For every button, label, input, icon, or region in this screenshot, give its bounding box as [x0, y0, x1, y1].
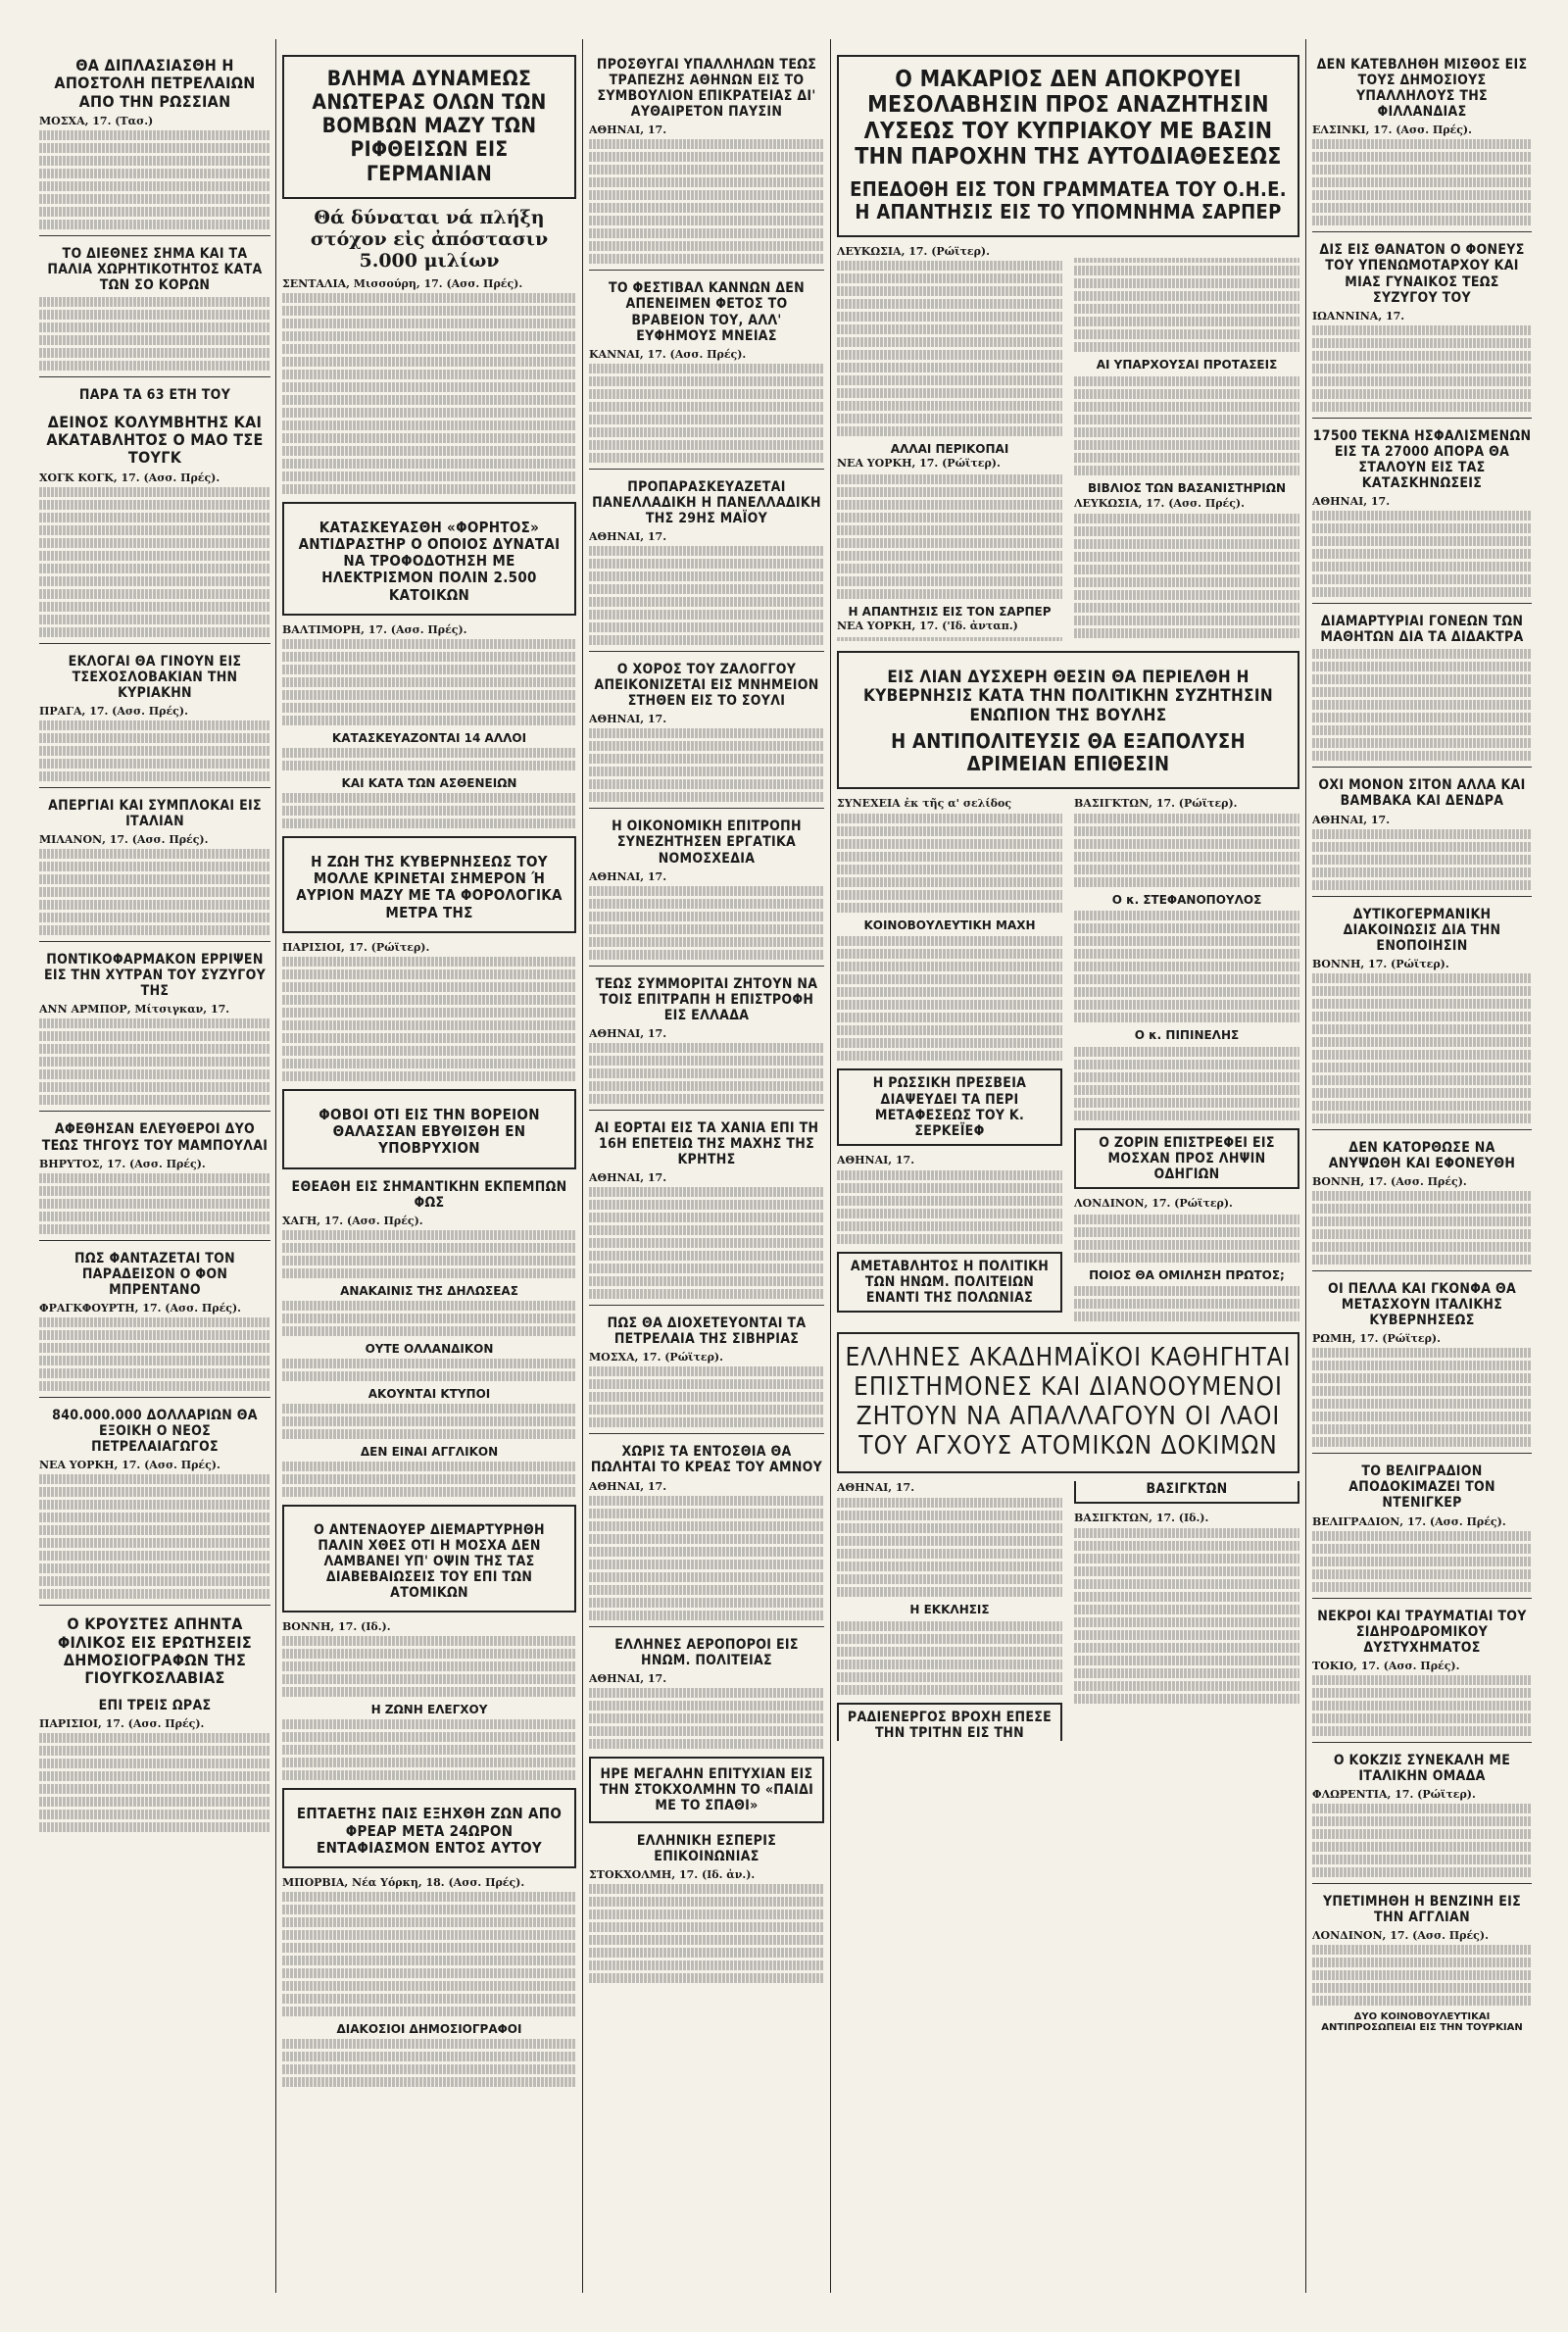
headline: ΔΙΑΜΑΡΤΥΡΙΑΙ ΓΟΝΕΩΝ ΤΩΝ ΜΑΘΗΤΩΝ ΔΙΑ ΤΑ ΔΙΔΑΚΤΡΑ: [1320, 614, 1524, 646]
headline: ΔΕΝ ΚΑΤΕΒΛΗΘΗ ΜΙΣΘΟΣ ΕΙΣ ΤΟΥΣ ΔΗΜΟΣΙΟΥΣ ΥΠΑΛΛΗΛΟΥΣ ΤΗΣ ΦΙΛΛΑΝΔΙΑΣ: [1316, 57, 1528, 121]
article-body: [589, 364, 824, 463]
article-body: [1312, 649, 1532, 761]
dateline: ΦΛΩΡΕΝΤΙΑ, 17. (Ρώϊτερ).: [1312, 1788, 1476, 1801]
headline: ΠΡΟΠΑΡΑΣΚΕΥΑΖΕΤΑΙ ΠΑΝΕΛΛΑΔΙΚΗ Η ΠΑΝΕΛΛΑΔΙΚΗ ΤΗΣ 29ΗΣ ΜΑΪΟΥ: [592, 478, 821, 526]
lead-box: [837, 55, 1299, 237]
article-body: [589, 1688, 824, 1749]
kicker: ΠΑΡΑ ΤΑ 63 ΕΤΗ ΤΟΥ: [78, 387, 231, 404]
dateline: ΝΕΑ ΥΟΡΚΗ, 17. (Ρώϊτερ).: [837, 457, 1001, 471]
headline: ΤΕΩΣ ΣΥΜΜΟΡΙΤΑΙ ΖΗΤΟΥΝ ΝΑ ΤΟΙΣ ΕΠΙΤΡΑΠΗ Η ΕΠΙΣΤΡΟΦΗ ΕΙΣ ΕΛΛΑΔΑ: [595, 975, 818, 1023]
subhead: ΑΝΑΚΑΙΝΙΣ ΤΗΣ ΔΗΛΩΣΕΑΣ: [340, 1283, 518, 1298]
subhead: Η ΑΝΤΙΠΟΛΙΤΕΥΣΙΣ ΘΑ ΕΞΑΠΟΛΥΣΗ ΔΡΙΜΕΙΑΝ ΕΠΙΘΕΣΙΝ: [891, 728, 1246, 775]
headline: Η ΟΙΚΟΝΟΜΙΚΗ ΕΠΙΤΡΟΠΗ ΣΥΝΕΖΗΤΗΣΕΝ ΕΡΓΑΤΙΚΑ ΝΟΜΟΣΧΕΔΙΑ: [612, 819, 802, 867]
article-body: [282, 639, 576, 725]
dateline: ΕΛΣΙΝΚΙ, 17. (Ασσ. Πρές).: [1312, 124, 1472, 137]
subhead: ΔΙΑΚΟΣΙΟΙ ΔΗΜΟΣΙΟΓΡΑΦΟΙ: [336, 2022, 522, 2037]
headline: ΦΟΒΟΙ ΟΤΙ ΕΙΣ ΤΗΝ ΒΟΡΕΙΟΝ ΘΑΛΑΣΣΑΝ ΕΒΥΘΙΣΘΗ ΕΝ ΥΠΟΒΡΥΧΙΟΝ: [318, 1105, 540, 1158]
headline: ΠΩΣ ΦΑΝΤΑΖΕΤΑΙ ΤΟΝ ΠΑΡΑΔΕΙΣΟΝ Ο ΦΟΝ ΜΠΡΕΝΤΑΝΟ: [74, 1250, 235, 1298]
dateline: ΚΑΝΝΑΙ, 17. (Ασσ. Πρές).: [589, 347, 747, 361]
dateline: ΒΕΛΙΓΡΑΔΙΟΝ, 17. (Ασσ. Πρές).: [1312, 1514, 1506, 1528]
dateline: ΝΕΑ ΥΟΡΚΗ, 17. (Ασσ. Πρές).: [39, 1459, 220, 1472]
subhead: ΔΥΟ ΚΟΙΝΟΒΟΥΛΕΥΤΙΚΑΙ ΑΝΤΙΠΡΟΣΩΠΕΙΑΙ ΕΙΣ ΤΗΝ ΤΟΥΡΚΙΑΝ: [1321, 2011, 1523, 2034]
dateline: ΒΟΝΝΗ, 17. (Ασσ. Πρές).: [1312, 1174, 1467, 1188]
headline: Ο ΚΟΚΖΙΣ ΣΥΝΕΚΑΛΗ ΜΕ ΙΤΑΛΙΚΗΝ ΟΜΑΔΑ: [1333, 1752, 1511, 1784]
column-rule: [830, 39, 831, 2293]
headline: Ο ΜΑΚΑΡΙΟΣ ΔΕΝ ΑΠΟΚΡΟΥΕΙ ΜΕΣΟΛΑΒΗΣΙΝ ΠΡΟΣ ΑΝΑΖΗΤΗΣΙΝ ΛΥΣΕΩΣ ΤΟΥ ΚΥΠΡΙΑΚΟΥ ΜΕ ΒΑΣΙΝ ΤΗΝ ΠΑΡΟΧΗΝ ΤΗΣ ΑΥΤΟΔΙΑΘΕΣΕΩΣ: [855, 67, 1282, 171]
article-body: [39, 130, 270, 229]
headline: ΘΑ ΔΙΠΛΑΣΙΑΣΘΗ Η ΑΠΟΣΤΟΛΗ ΠΕΤΡΕΛΑΙΩΝ ΑΠΟ ΤΗΝ ΡΩΣΣΙΑΝ: [54, 56, 256, 111]
headline: Η ΡΩΣΣΙΚΗ ΠΡΕΣΒΕΙΑ ΔΙΑΨΕΥΔΕΙ ΤΑ ΠΕΡΙ ΜΕΤΑΦΕΣΕΩΣ ΤΟΥ Κ. ΣΕΡΚΕΪΕΦ: [872, 1075, 1027, 1139]
article-body: [282, 1892, 576, 2016]
article-body: [39, 487, 270, 637]
headline: ΧΩΡΙΣ ΤΑ ΕΝΤΟΣΘΙΑ ΘΑ ΠΩΛΗΤΑΙ ΤΟ ΚΡΕΑΣ ΤΟΥ ΑΜΝΟΥ: [590, 1444, 823, 1476]
article-box: [282, 1788, 576, 1868]
column-2: [282, 47, 576, 2292]
headline: ΤΟ ΦΕΣΤΙΒΑΛ ΚΑΝΝΩΝ ΔΕΝ ΑΠΕΝΕΙΜΕΝ ΦΕΤΟΣ ΤΟ ΒΡΑΒΕΙΟΝ ΤΟΥ, ΑΛΛ' ΕΥΦΗΜΟΥΣ ΜΝΕΙΑΣ: [608, 280, 806, 344]
subhead: ΚΑΤΑΣΚΕΥΑΖΟΝΤΑΙ 14 ΑΛΛΟΙ: [331, 730, 527, 745]
article-body: [589, 1366, 824, 1427]
article-body: [282, 1230, 576, 1278]
dateline: ΛΟΝΔΙΝΟΝ, 17. (Ρώϊτερ).: [1074, 1197, 1233, 1211]
dateline: ΛΕΥΚΩΣΙΑ, 17. (Ρώϊτερ).: [837, 244, 990, 258]
article-body: [1312, 1191, 1532, 1265]
dateline: ΜΟΣΧΑ, 17. (Ρώϊτερ).: [589, 1351, 723, 1364]
headline: 17500 ΤΕΚΝΑ ΗΣΦΑΛΙΣΜΕΝΩΝ ΕΙΣ ΤΑ 27000 ΑΠΟΡΑ ΘΑ ΣΤΑΛΟΥΝ ΕΙΣ ΤΑΣ ΚΑΤΑΣΚΗΝΩΣΕΙΣ: [1312, 427, 1532, 492]
article-box: [282, 502, 576, 616]
article-body: [282, 793, 576, 828]
subhead: ΕΘΕΑΘΗ ΕΙΣ ΣΗΜΑΝΤΙΚΗΝ ΕΚΠΕΜΠΩΝ ΦΩΣ: [291, 1178, 567, 1211]
article-body: [39, 1018, 270, 1105]
headline: ΟΙ ΠΕΛΛΑ ΚΑΙ ΓΚΟΝΦΑ ΘΑ ΜΕΤΑΣΧΟΥΝ ΙΤΑΛΙΚΗΣ ΚΥΒΕΡΝΗΣΕΩΣ: [1327, 1280, 1517, 1329]
subhead: ΠΟΙΟΣ ΘΑ ΟΜΙΛΗΣΗ ΠΡΩΤΟΣ;: [1089, 1267, 1285, 1282]
headline: ΠΩΣ ΘΑ ΔΙΟΧΕΤΕΥΟΝΤΑΙ ΤΑ ΠΕΤΡΕΛΑΙΑ ΤΗΣ ΣΙΒΗΡΙΑΣ: [607, 1315, 807, 1348]
article-body: [589, 139, 824, 264]
article-body: [837, 1481, 1299, 1741]
subhead: Ο κ. ΣΤΕΦΑΝΟΠΟΥΛΟΣ: [1111, 892, 1262, 907]
dateline: ΛΕΥΚΩΣΙΑ, 17. (Ασσ. Πρές).: [1074, 496, 1245, 510]
subhead: ΒΙΒΛΙΟΣ ΤΩΝ ΒΑΣΑΝΙΣΤΗΡΙΩΝ: [1087, 480, 1287, 495]
dateline: ΑΘΗΝΑΙ, 17.: [589, 1671, 667, 1685]
headline: Ο ΧΟΡΟΣ ΤΟΥ ΖΑΛΟΓΓΟΥ ΑΠΕΙΚΟΝΙΖΕΤΑΙ ΕΙΣ ΜΝΗΜΕΙΟΝ ΣΤΗΘΕΝ ΕΙΣ ΤΟ ΣΟΥΛΙ: [594, 662, 819, 710]
article-body: [39, 297, 270, 371]
article-body: [282, 957, 576, 1081]
dateline: ΑΘΗΝΑΙ, 17.: [589, 124, 667, 137]
article-body: [39, 1173, 270, 1234]
dateline: ΒΗΡΥΤΟΣ, 17. (Ασσ. Πρές).: [39, 1157, 206, 1170]
article-body: [282, 2039, 576, 2087]
subhead: Η ΑΠΑΝΤΗΣΙΣ ΕΙΣ ΤΟΝ ΣΑΡΠΕΡ: [848, 604, 1052, 619]
article-body: [1312, 139, 1532, 225]
headline: ΑΜΕΤΑΒΛΗΤΟΣ Η ΠΟΛΙΤΙΚΗ ΤΩΝ ΗΝΩΜ. ΠΟΛΙΤΕΙΩΝ ΕΝΑΝΤΙ ΤΗΣ ΠΟΛΩΝΙΑΣ: [850, 1259, 1050, 1307]
headline: Ο ΚΡΟΥΣΤΕΣ ΑΠΗΝΤΑ ΦΙΛΙΚΟΣ ΕΙΣ ΕΡΩΤΗΣΕΙΣ ΔΗΜΟΣΙΟΓΡΑΦΩΝ ΤΗΣ ΓΙΟΥΓΚΟΣΛΑΒΙΑΣ: [58, 1614, 252, 1688]
dateline: ΑΘΗΝΑΙ, 17.: [589, 530, 667, 544]
subhead: Ο κ. ΠΙΠΙΝΕΛΗΣ: [1134, 1028, 1240, 1043]
dateline: ΒΑΛΤΙΜΟΡΗ, 17. (Ασσ. Πρές).: [282, 622, 467, 636]
article-body: [589, 1496, 824, 1620]
article-box: [282, 1089, 576, 1169]
headline: ΕΛΛΗΝΕΣ ΑΕΡΟΠΟΡΟΙ ΕΙΣ ΗΝΩΜ. ΠΟΛΙΤΕΙΑΣ: [614, 1636, 799, 1668]
dateline: ΣΕΝΤΑΛΙΑ, Μισσούρη, 17. (Ασσ. Πρές).: [282, 276, 523, 290]
article-body: [39, 1474, 270, 1599]
column-rule: [582, 39, 583, 2293]
subhead: ΕΠΕΔΟΘΗ ΕΙΣ ΤΟΝ ΓΡΑΜΜΑΤΕΑ ΤΟΥ Ο.Η.Ε. Η ΑΠΑΝΤΗΣΙΣ ΕΙΣ ΤΟ ΥΠΟΜΝΗΜΑ ΣΑΡΠΕΡ: [850, 176, 1287, 223]
headline: ΠΡΟΣΘΥΓΑΙ ΥΠΑΛΛΗΛΩΝ ΤΕΩΣ ΤΡΑΠΕΖΗΣ ΑΘΗΝΩΝ ΕΙΣ ΤΟ ΣΥΜΒΟΥΛΙΟΝ ΕΠΙΚΡΑΤΕΙΑΣ ΔΙ' ΑΥΘΑΙΡΕΤΟΝ ΠΑΥΣΙΝ: [596, 57, 817, 121]
dateline: ΠΑΡΙΣΙΟΙ, 17. (Ασσ. Πρές).: [39, 1716, 205, 1730]
headline: Ο ΖΟΡΙΝ ΕΠΙΣΤΡΕΦΕΙ ΕΙΣ ΜΟΣΧΑΝ ΠΡΟΣ ΛΗΨΙΝ ΟΔΗΓΙΩΝ: [1099, 1135, 1275, 1183]
subhead: ΑΙ ΥΠΑΡΧΟΥΣΑΙ ΠΡΟΤΑΣΕΙΣ: [1096, 358, 1278, 372]
article-body: [282, 1359, 576, 1381]
subhead: ΚΟΙΝΟΒΟΥΛΕΥΤΙΚΗ ΜΑΧΗ: [863, 918, 1036, 932]
article-box: [837, 1332, 1299, 1473]
subhead: ΑΚΟΥΝΤΑΙ ΚΤΥΠΟΙ: [368, 1386, 491, 1401]
article-body: [1312, 1675, 1532, 1736]
headline: ΤΟ ΒΕΛΙΓΡΑΔΙΟΝ ΑΠΟΔΟΚΙΜΑΖΕΙ ΤΟΝ ΝΤΕΝΙΓΚΕΡ: [1348, 1464, 1495, 1512]
dateline: ΑΘΗΝΑΙ, 17.: [589, 713, 667, 726]
article-body: [39, 1317, 270, 1391]
article-body: [282, 1636, 576, 1697]
article-body: [1312, 1531, 1532, 1592]
headline: ΠΟΝΤΙΚΟΦΑΡΜΑΚΟΝ ΕΡΡΙΨΕΝ ΕΙΣ ΤΗΝ ΧΥΤΡΑΝ ΤΟΥ ΣΥΖΥΓΟΥ ΤΗΣ: [43, 952, 267, 1000]
headline: ΤΟ ΔΙΕΘΝΕΣ ΣΗΜΑ ΚΑΙ ΤΑ ΠΑΛΙΑ ΧΩΡΗΤΙΚΟΤΗΤΟΣ ΚΑΤΑ ΤΩΝ ΣΟ ΚΟΡΩΝ: [47, 246, 263, 294]
article-body: [282, 1301, 576, 1336]
article-body: [1312, 1945, 1532, 2006]
article-box: [282, 1505, 576, 1613]
continuation: ΣΥΝΕΧΕΙΑ ἐκ τῆς α' σελίδος: [837, 796, 1012, 810]
dateline: ΑΘΗΝΑΙ, 17.: [589, 1026, 667, 1040]
article-body: [1312, 325, 1532, 412]
dateline: ΛΟΝΔΙΝΟΝ, 17. (Ασσ. Πρές).: [1312, 1929, 1489, 1943]
article-body: [282, 293, 576, 494]
dateline: ΑΘΗΝΑΙ, 17.: [1312, 813, 1391, 826]
dateline: ΜΙΛΑΝΟΝ, 17. (Ασσ. Πρές).: [39, 833, 209, 847]
article-body: [589, 886, 824, 960]
subhead: Η ΖΩΝΗ ΕΛΕΓΧΟΥ: [370, 1703, 488, 1717]
dateline: ΧΟΓΚ ΚΟΓΚ, 17. (Ασσ. Πρές).: [39, 471, 220, 484]
dateline: ΑΘΗΝΑΙ, 17.: [1312, 495, 1391, 509]
headline: ΥΠΕΤΙΜΗΘΗ Η ΒΕΝΖΙΝΗ ΕΙΣ ΤΗΝ ΑΓΓΛΙΑΝ: [1323, 1894, 1521, 1926]
article-box: [589, 1757, 824, 1823]
article-body: [282, 748, 576, 770]
article-body: [1312, 973, 1532, 1123]
article-box: [837, 1252, 1062, 1313]
subhead: ΟΥΤΕ ΟΛΛΑΝΔΙΚΟΝ: [365, 1341, 494, 1356]
column-3: [589, 47, 824, 2292]
subhead: Η ΕΚΚΛΗΣΙΣ: [909, 1603, 990, 1617]
headline: ΑΙ ΕΟΡΤΑΙ ΕΙΣ ΤΑ ΧΑΝΙΑ ΕΠΙ ΤΗ 16Η ΕΠΕΤΕΙΩ ΤΗΣ ΜΑΧΗΣ ΤΗΣ ΚΡΗΤΗΣ: [594, 1119, 819, 1168]
headline: ΔΕΝ ΚΑΤΟΡΘΩΣΕ ΝΑ ΑΝΥΨΩΘΗ ΚΑΙ ΕΦΟΝΕΥΘΗ: [1328, 1139, 1516, 1171]
headline: ΕΠΤΑΕΤΗΣ ΠΑΙΣ ΕΞΗΧΘΗ ΖΩΝ ΑΠΟ ΦΡΕΑΡ ΜΕΤΑ 24ΩΡΟΝ ΕΝΤΑΦΙΑΣΜΟΝ ΕΝΤΟΣ ΑΥΤΟΥ: [296, 1805, 563, 1857]
dateline: ΑΘΗΝΑΙ, 17.: [837, 1153, 915, 1166]
article-box: [1074, 1128, 1299, 1189]
headline: ΗΡΕ ΜΕΓΑΛΗΝ ΕΠΙΤΥΧΙΑΝ ΕΙΣ ΤΗΝ ΣΤΟΚΧΟΛΜΗΝ ΤΟ «ΠΑΙΔΙ ΜΕ ΤΟ ΣΠΑΘΙ»: [599, 1765, 814, 1813]
dateline: ΑΘΗΝΑΙ, 17.: [589, 1479, 667, 1493]
dateline: ΑΝΝ ΑΡΜΠΟΡ, Μίτσιγκαν, 17.: [39, 1003, 230, 1017]
subhead: ΑΛΛΑΙ ΠΕΡΙΚΟΠΑΙ: [890, 441, 1009, 456]
column-5: [1312, 47, 1532, 2292]
column-rule: [1305, 39, 1306, 2293]
headline: Ο ΑΝΤΕΝΑΟΥΕΡ ΔΙΕΜΑΡΤΥΡΗΘΗ ΠΑΛΙΝ ΧΘΕΣ ΟΤΙ Η ΜΟΣΧΑ ΔΕΝ ΛΑΜΒΑΝΕΙ ΥΠ' ΟΨΙΝ ΤΗΣ ΤΑΣ ΔΙΑΒΕΒΑΙΩΣΕΙΣ ΤΟΥ ΕΠΙ ΤΩΝ ΑΤΟΜΙΚΩΝ: [314, 1521, 545, 1602]
subhead: ΕΠΙ ΤΡΕΙΣ ΩΡΑΣ: [98, 1697, 212, 1713]
dateline: ΤΟΚΙΟ, 17. (Ασσ. Πρές).: [1312, 1659, 1460, 1672]
subhead: ΔΕΝ ΕΙΝΑΙ ΑΓΓΛΙΚΟΝ: [360, 1444, 499, 1459]
article-body: [1312, 1804, 1532, 1877]
dateline: ΠΡΑΓΑ, 17. (Ασσ. Πρές).: [39, 705, 188, 718]
article-body: [589, 1187, 824, 1299]
dateline: ΣΤΟΚΧΟΛΜΗ, 17. (Ιδ. ἀν.).: [589, 1868, 756, 1882]
article-body: [837, 797, 1299, 1323]
headline: ΔΕΙΝΟΣ ΚΟΛΥΜΒΗΤΗΣ ΚΑΙ ΑΚΑΤΑΒΛΗΤΟΣ Ο ΜΑΟ ΤΣΕ ΤΟΥΓΚ: [46, 412, 264, 468]
column-1: [39, 47, 270, 2292]
headline: ΕΛΛΗΝΕΣ ΑΚΑΔΗΜΑΪΚΟΙ ΚΑΘΗΓΗΤΑΙ ΕΠΙΣΤΗΜΟΝΕΣ ΚΑΙ ΔΙΑΝΟΟΥΜΕΝΟΙ ΖΗΤΟΥΝ ΝΑ ΑΠΑΛΛΑΓΟΥΝ ΟΙ ΛΑΟΙ ΤΟΥ ΑΓΧΟΥΣ ΑΤΟΜΙΚΩΝ ΔΟΚΙΜΩΝ: [845, 1343, 1292, 1461]
article-body: [39, 720, 270, 781]
article-body: [589, 546, 824, 645]
dateline: ΜΟΣΧΑ, 17. (Τασ.): [39, 115, 154, 128]
article-body: [39, 1733, 270, 1832]
dateline: ΙΩΑΝΝΙΝΑ, 17.: [1312, 309, 1405, 323]
dateline: ΒΟΝΝΗ, 17. (Ιδ.).: [282, 1620, 391, 1634]
article-body: [282, 1404, 576, 1439]
article-body: [282, 1462, 576, 1497]
dateline: ΝΕΑ ΥΟΡΚΗ, 17. ('Ιδ. ἀνταπ.): [837, 620, 1018, 633]
subhead: ΕΛΛΗΝΙΚΗ ΕΣΠΕΡΙΣ ΕΠΙΚΟΙΝΩΝΙΑΣ: [636, 1833, 777, 1865]
subhead: ΚΑΙ ΚΑΤΑ ΤΩΝ ΑΣΘΕΝΕΙΩΝ: [341, 775, 517, 790]
headline: ΝΕΚΡΟΙ ΚΑΙ ΤΡΑΥΜΑΤΙΑΙ ΤΟΥ ΣΙΔΗΡΟΔΡΟΜΙΚΟΥ ΔΥΣΤΥΧΗΜΑΤΟΣ: [1317, 1608, 1527, 1656]
article-body: [282, 1719, 576, 1780]
headline: ΔΙΣ ΕΙΣ ΘΑΝΑΤΟΝ Ο ΦΟΝΕΥΣ ΤΟΥ ΥΠΕΝΩΜΟΤΑΡΧΟΥ ΚΑΙ ΜΙΑΣ ΓΥΝΑΙΚΟΣ ΤΕΩΣ ΣΥΖΥΓΟΥ ΤΟΥ: [1319, 242, 1525, 306]
dateline: ΑΘΗΝΑΙ, 17.: [589, 869, 667, 883]
dateline: ΒΟΝΝΗ, 17. (Ρώϊτερ).: [1312, 957, 1449, 970]
headline: ΕΚΛΟΓΑΙ ΘΑ ΓΙΝΟΥΝ ΕΙΣ ΤΣΕΧΟΣΛΟΒΑΚΙΑΝ ΤΗΝ ΚΥΡΙΑΚΗΝ: [68, 653, 242, 701]
article-body: [589, 1884, 824, 1983]
dateline: ΡΩΜΗ, 17. (Ρώϊτερ).: [1312, 1332, 1441, 1346]
headline: ΔΥΤΙΚΟΓΕΡΜΑΝΙΚΗ ΔΙΑΚΟΙΝΩΣΙΣ ΔΙΑ ΤΗΝ ΕΝΟΠΟΙΗΣΙΝ: [1343, 906, 1501, 954]
dateline: ΧΑΓΗ, 17. (Ασσ. Πρές).: [282, 1214, 423, 1227]
dateline: ΠΑΡΙΣΙΟΙ, 17. (Ρώϊτερ).: [282, 940, 430, 954]
headline: ΑΠΕΡΓΙΑΙ ΚΑΙ ΣΥΜΠΛΟΚΑΙ ΕΙΣ ΙΤΑΛΙΑΝ: [48, 798, 262, 830]
article-body: [837, 258, 1299, 641]
article-box: [837, 1068, 1062, 1145]
subhead: Θά δύναται νά πλήξη στόχον εἰς ἀπόστασιν 5.000 μιλίων: [310, 206, 549, 272]
dateline: ΜΠΟΡΒΙΑ, Νέα Υόρκη, 18. (Ασσ. Πρές).: [282, 1876, 525, 1890]
dateline: ΒΑΣΙΓΚΤΩΝ, 17. (Ιδ.).: [1074, 1511, 1209, 1524]
dateline: ΑΘΗΝΑΙ, 17.: [837, 1480, 915, 1494]
headline: ΡΑΔΙΕΝΕΡΓΟΣ ΒΡΟΧΗ ΕΠΕΣΕ ΤΗΝ ΤΡΙΤΗΝ ΕΙΣ ΤΗΝ ΒΑΣΙΓΚΤΩΝ: [847, 1480, 1228, 1741]
headline: ΑΦΕΘΗΣΑΝ ΕΛΕΥΘΕΡΟΙ ΔΥΟ ΤΕΩΣ ΤΗΓΟΥΣ ΤΟΥ ΜΑΜΠΟΥΛΑΙ: [41, 1121, 269, 1154]
article-body: [589, 728, 824, 802]
article-box: [837, 651, 1299, 789]
lead-box: [282, 55, 576, 199]
headline: ΕΙΣ ΛΙΑΝ ΔΥΣΧΕΡΗ ΘΕΣΙΝ ΘΑ ΠΕΡΙΕΛΘΗ Η ΚΥΒΕΡΝΗΣΙΣ ΚΑΤΑ ΤΗΝ ΠΟΛΙΤΙΚΗΝ ΣΥΖΗΤΗΣΙΝ ΕΝΩΠΙΟΝ ΤΗΣ ΒΟΥΛΗΣ: [863, 667, 1273, 725]
dateline: ΦΡΑΓΚΦΟΥΡΤΗ, 17. (Ασσ. Πρές).: [39, 1301, 241, 1315]
article-body: [1312, 511, 1532, 597]
dateline: ΒΑΣΙΓΚΤΩΝ, 17. (Ρώϊτερ).: [1074, 796, 1238, 810]
column-rule: [275, 39, 276, 2293]
article-box: [282, 836, 576, 933]
dateline: ΑΘΗΝΑΙ, 17.: [589, 1171, 667, 1185]
article-body: [589, 1043, 824, 1104]
headline: Η ΖΩΗ ΤΗΣ ΚΥΒΕΡΝΗΣΕΩΣ ΤΟΥ ΜΟΛΛΕ ΚΡΙΝΕΤΑΙ ΣΗΜΕΡΟΝ Ή ΑΥΡΙΟΝ ΜΑΖΥ ΜΕ ΤΑ ΦΟΡΟΛΟΓΙΚΑ ΜΕΤΡΑ ΤΗΣ: [296, 852, 563, 921]
headline: ΚΑΤΑΣΚΕΥΑΣΘΗ «ΦΟΡΗΤΟΣ» ΑΝΤΙΔΡΑΣΤΗΡ Ο ΟΠΟΙΟΣ ΔΥΝΑΤΑΙ ΝΑ ΤΡΟΦΟΔΟΤΗΣΗ ΜΕ ΗΛΕΚΤΡΙΣΜΟΝ ΠΟΛΙΝ 2.500 ΚΑΤΟΙΚΩΝ: [298, 518, 561, 604]
column-4: [837, 47, 1299, 2292]
headline: ΟΧΙ ΜΟΝΟΝ ΣΙΤΟΝ ΑΛΛΑ ΚΑΙ ΒΑΜΒΑΚΑ ΚΑΙ ΔΕΝΔΡΑ: [1318, 777, 1526, 810]
article-body: [1312, 1348, 1532, 1447]
article-body: [39, 849, 270, 935]
article-body: [1312, 829, 1532, 890]
headline: 840.000.000 ΔΟΛΛΑΡΙΩΝ ΘΑ ΕΞΟΙΚΗ Ο ΝΕΟΣ ΠΕΤΡΕΛΑΙΑΓΩΓΟΣ: [52, 1407, 258, 1456]
headline: ΒΛΗΜΑ ΔΥΝΑΜΕΩΣ ΑΝΩΤΕΡΑΣ ΟΛΩΝ ΤΩΝ ΒΟΜΒΩΝ ΜΑΖΥ ΤΩΝ ΡΙΦΘΕΙΣΩΝ ΕΙΣ ΓΕΡΜΑΝΙΑΝ: [312, 67, 547, 185]
